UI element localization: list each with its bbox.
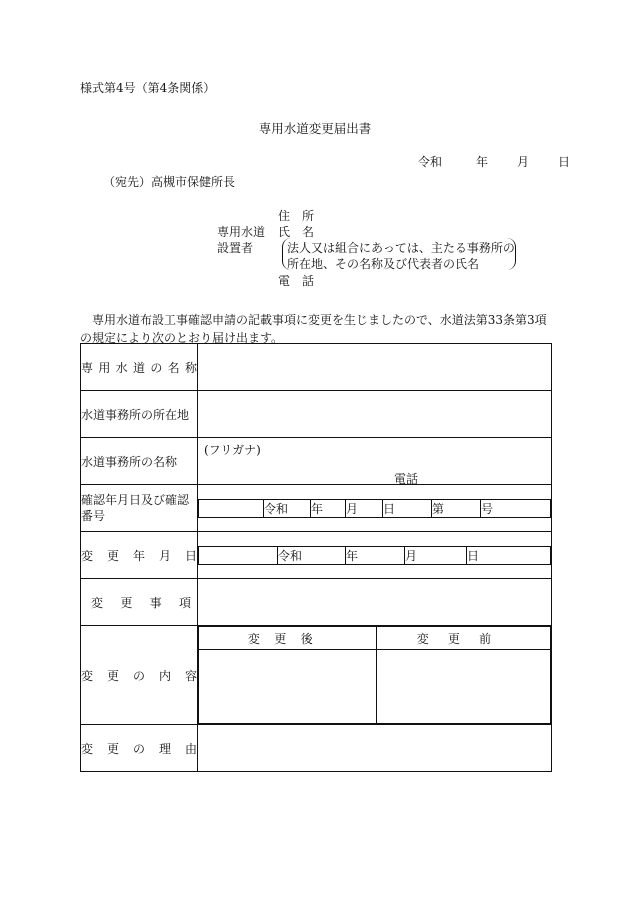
confirm-month: 月 <box>346 499 383 517</box>
field-reason[interactable] <box>198 725 552 772</box>
table-row <box>81 532 552 579</box>
confirm-year: 年 <box>311 499 346 517</box>
date-month: 月 <box>516 155 529 169</box>
date-era: 令和 <box>418 155 443 169</box>
table-row <box>81 485 552 532</box>
body-paragraph: 専用水道布設工事確認申請の記載事項に変更を生じましたので、水道法第33条第3項の規定により次のとおり届け出ます。 <box>80 313 547 345</box>
address-label: 住 所 <box>278 209 315 223</box>
date-year: 年 <box>475 155 488 169</box>
row-label-change-date <box>81 532 198 579</box>
field-confirm[interactable] <box>198 485 552 532</box>
name-label: 氏 名 <box>278 225 315 239</box>
header-after: 変更後 <box>199 627 377 650</box>
confirm-date-number <box>198 499 551 518</box>
applicant-line2: 設置者 <box>217 241 254 255</box>
change-day: 日 <box>467 546 551 564</box>
label-text: 水道事務所の所在地 <box>81 407 190 422</box>
table-row <box>81 626 552 725</box>
label-text: 確認年月日及び確認番号 <box>81 493 190 523</box>
furigana-label: (フリガナ) <box>204 443 261 457</box>
table-row <box>81 391 552 438</box>
addressee: （宛先）高槻市保健所長 <box>103 175 236 189</box>
applicant-line1: 専用水道 <box>217 225 266 239</box>
change-date-value <box>198 546 551 565</box>
row-label-office-name <box>81 438 198 485</box>
field-before[interactable] <box>377 650 551 724</box>
phone-label: 電 話 <box>278 274 315 288</box>
row-label-confirm <box>81 485 198 532</box>
header-before: 変更前 <box>377 627 551 650</box>
change-era: 令和 <box>278 546 346 564</box>
label-text: 変 更 事 項 <box>91 595 191 610</box>
label-text: 水道事務所の名称 <box>81 454 178 469</box>
before-after-grid <box>198 626 551 724</box>
row-label-change-items <box>81 579 198 626</box>
office-phone-label: 電話 <box>394 472 419 486</box>
confirm-era: 令和 <box>264 499 311 517</box>
date-day: 日 <box>557 155 570 169</box>
field-location[interactable] <box>198 391 552 438</box>
field-name[interactable] <box>198 344 552 391</box>
note-line-1: 法人又は組合にあっては、主たる事務所の <box>287 241 515 255</box>
row-label-reason <box>81 725 198 772</box>
table-row <box>81 438 552 485</box>
change-year: 年 <box>346 546 405 564</box>
table-row <box>81 344 552 391</box>
field-change-date[interactable] <box>198 532 552 579</box>
label-text: 専 用 水 道 の 名 称 <box>81 360 197 375</box>
label-text: 変 更 年 月 日 <box>81 548 197 563</box>
row-label-change-content <box>81 626 198 725</box>
field-after[interactable] <box>199 650 377 724</box>
field-change-content <box>198 626 552 725</box>
change-month: 月 <box>405 546 467 564</box>
field-office-name[interactable] <box>198 438 552 485</box>
confirm-go: 号 <box>481 499 551 517</box>
table-row <box>81 725 552 772</box>
form-number: 様式第4号（第4条関係） <box>80 81 216 95</box>
document-title: 専用水道変更届出書 <box>258 121 372 136</box>
field-change-items[interactable] <box>198 579 552 626</box>
row-label-location <box>81 391 198 438</box>
note-line-2: 所在地、その名称及び代表者の氏名 <box>287 257 480 271</box>
confirm-day: 日 <box>383 499 432 517</box>
label-text: 変 更 の 内 容 <box>81 668 197 683</box>
change-form-table <box>80 343 552 772</box>
confirm-dai: 第 <box>432 499 481 517</box>
label-text: 変 更 の 理 由 <box>81 741 197 756</box>
table-row <box>81 579 552 626</box>
submission-date <box>418 156 570 168</box>
row-label-name <box>81 344 198 391</box>
